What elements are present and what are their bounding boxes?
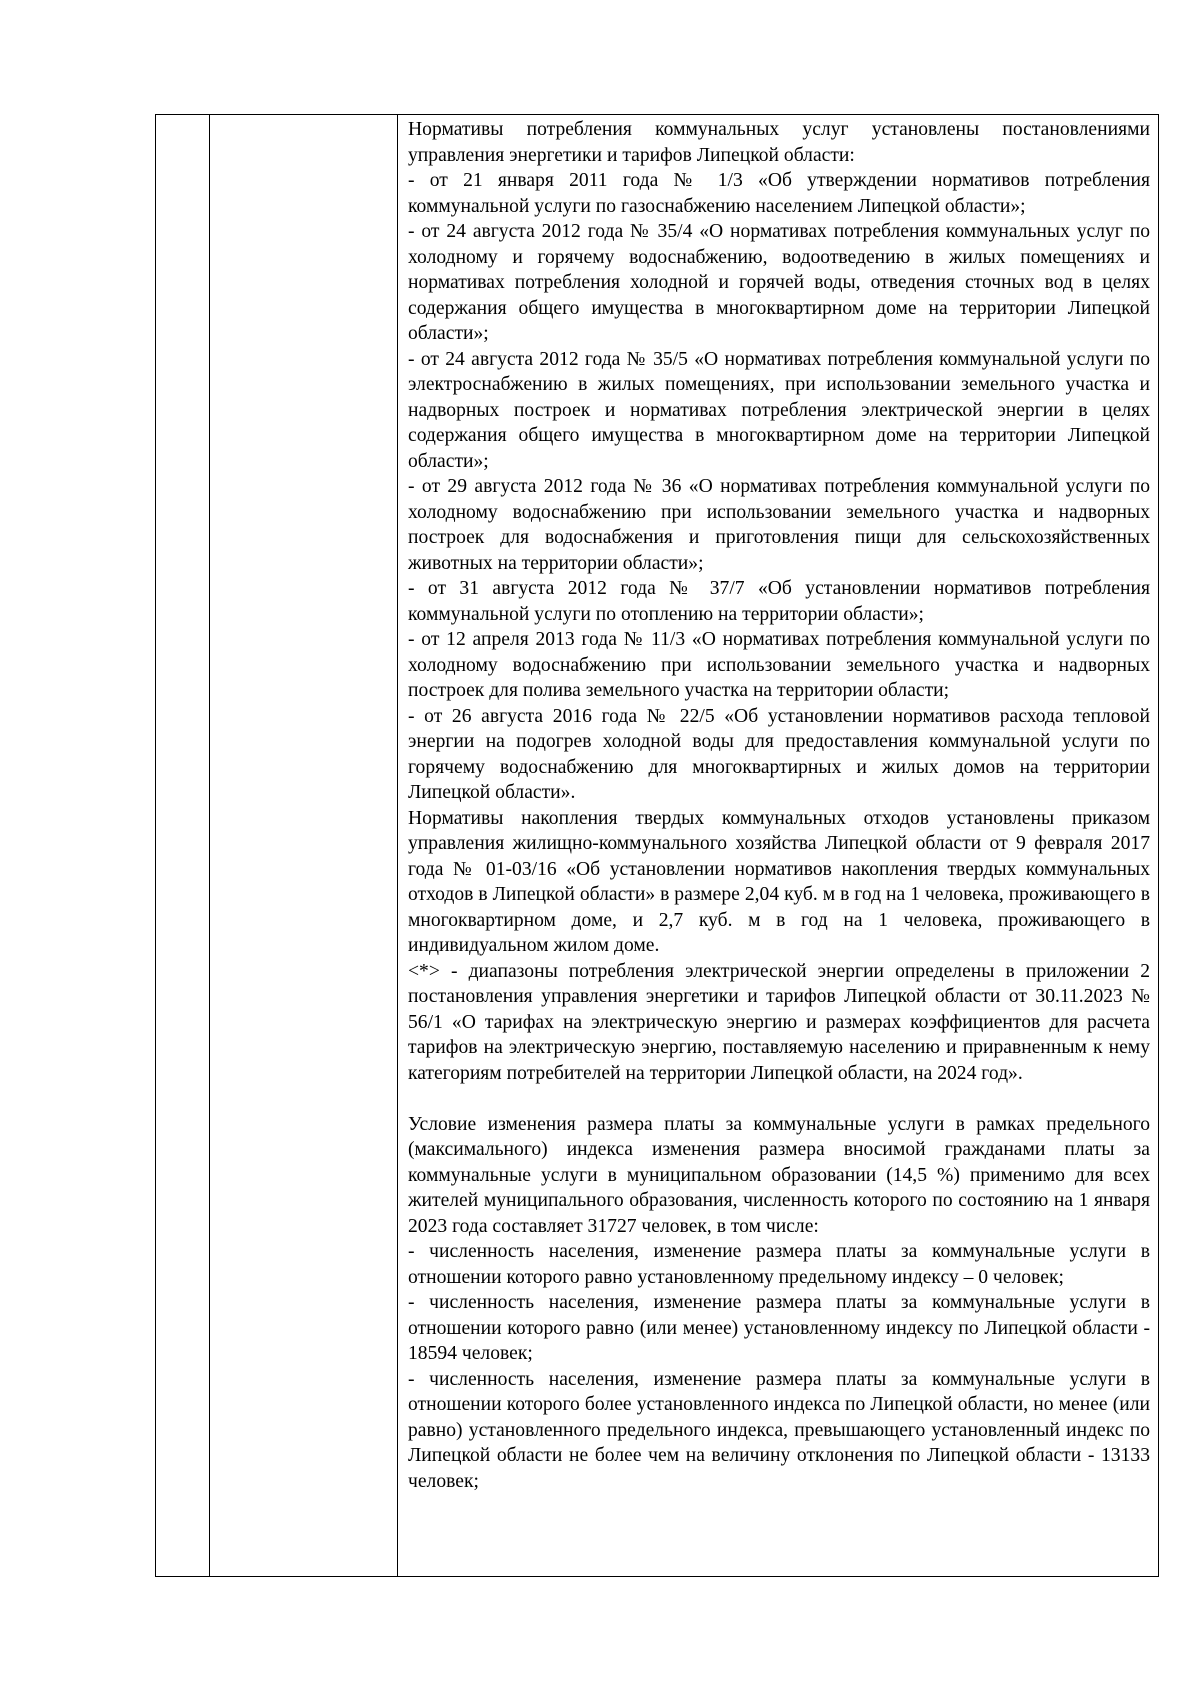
paragraph-footnote-electricity: <*> - диапазоны потребления электрической энергии определены в приложении 2 постановления управления энергетики и тарифов Липецкой области от 30.11.2023 № 56/1 «О тарифах на электрическую энергию и размерах коэффициентов для расчета тарифов на электрическую энергию, поставляемую населению и приравненным к нему категориям потребителей на территории Липецкой области, на 2024 год». — [408, 960, 1150, 1084]
paragraph-resolution-heating: - от 31 августа 2012 года № 37/7 «Об установлении нормативов потребления коммунальной услуги по отоплению на территории области»; — [408, 578, 1150, 625]
paragraph-resolution-water: - от 24 августа 2012 года № 35/4 «О нормативах потребления коммунальных услуг по холодному и горячему водоснабжению, водоотведению в жилых помещениях и нормативах потребления холодной и горячей воды, отведения сточных вод в целях содержания общего имущества в многоквартирном доме на территории Липецкой области»; — [408, 221, 1150, 344]
paragraph-index-condition: Условие изменения размера платы за коммунальные услуги в рамках предельного (максимального) индекса изменения размера вносимой гражданами платы за коммунальные услуги в муниципальном образовании (14,5 %) применимо для всех жителей муниципального образования, численность которого по состоянию на 1 января 2023 года составляет 31727 человек, в том числе: — [408, 1113, 1150, 1237]
paragraph-resolution-gas: - от 21 января 2011 года № 1/3 «Об утверждении нормативов потребления коммунальной услуги по газоснабжению населением Липецкой области»; — [408, 170, 1150, 217]
paragraph-population-equal-limit: - численность населения, изменение размера платы за коммунальные услуги в отношении которого равно установленному предельному индексу – 0 человек; — [408, 1241, 1150, 1288]
document-table — [155, 114, 1159, 1577]
paragraph-resolution-electricity: - от 24 августа 2012 года № 35/5 «О нормативах потребления коммунальной услуги по электроснабжению в жилых помещениях, при использовании земельного участка и надворных построек и нормативах потребления электрической энергии в целях содержания общего имущества в многоквартирном доме на территории Липецкой области»; — [408, 348, 1150, 472]
paragraph-waste-standards: Нормативы накопления твердых коммунальных отходов установлены приказом управления жилищно-коммунального хозяйства Липецкой области от 9 февраля 2017 года № 01-03/16 «Об установлении нормативов накопления твердых коммунальных отходов в Липецкой области» в размере 2,04 куб. м в год на 1 человека, проживающего в многоквартирном доме, и 2,7 куб. м в год на 1 человека, проживающего в индивидуальном жилом доме. — [408, 807, 1150, 956]
table-cell-number — [156, 115, 210, 1576]
paragraph-population-above-index: - численность населения, изменение размера платы за коммунальные услуги в отношении которого более установленного индекса по Липецкой области, но менее (или равно) установленного предельного индекса, превышающего установленный индекс по Липецкой области не более чем на величину отклонения по Липецкой области - 13133 человек; — [408, 1368, 1150, 1492]
paragraph-standards-intro: Нормативы потребления коммунальных услуг установлены постановлениями управления энергетики и тарифов Липецкой области: — [408, 119, 1150, 166]
paragraph-resolution-irrigation: - от 12 апреля 2013 года № 11/3 «О нормативах потребления коммунальной услуги по холодному водоснабжению при использовании земельного участка и надворных построек для полива земельного участка на территории области; — [408, 629, 1150, 701]
table-cell-text — [398, 115, 1158, 1576]
paragraph-gap — [408, 1086, 1150, 1112]
paragraph-resolution-animals-water: - от 29 августа 2012 года № 36 «О нормативах потребления коммунальной услуги по холодному водоснабжению при использовании земельного участка и надворных построек для водоснабжения и приготовления пищи для сельскохозяйственных животных на территории области»; — [408, 476, 1150, 574]
table-cell-name — [210, 115, 398, 1576]
paragraph-population-below-index: - численность населения, изменение размера платы за коммунальные услуги в отношении которого равно (или менее) установленному индексу по Липецкой области - 18594 человек; — [408, 1292, 1150, 1364]
paragraph-resolution-hot-water-heat: - от 26 августа 2016 года № 22/5 «Об установлении нормативов расхода тепловой энергии на подогрев холодной воды для предоставления коммунальной услуги по горячему водоснабжению для многоквартирных и жилых домов на территории Липецкой области». — [408, 705, 1150, 803]
